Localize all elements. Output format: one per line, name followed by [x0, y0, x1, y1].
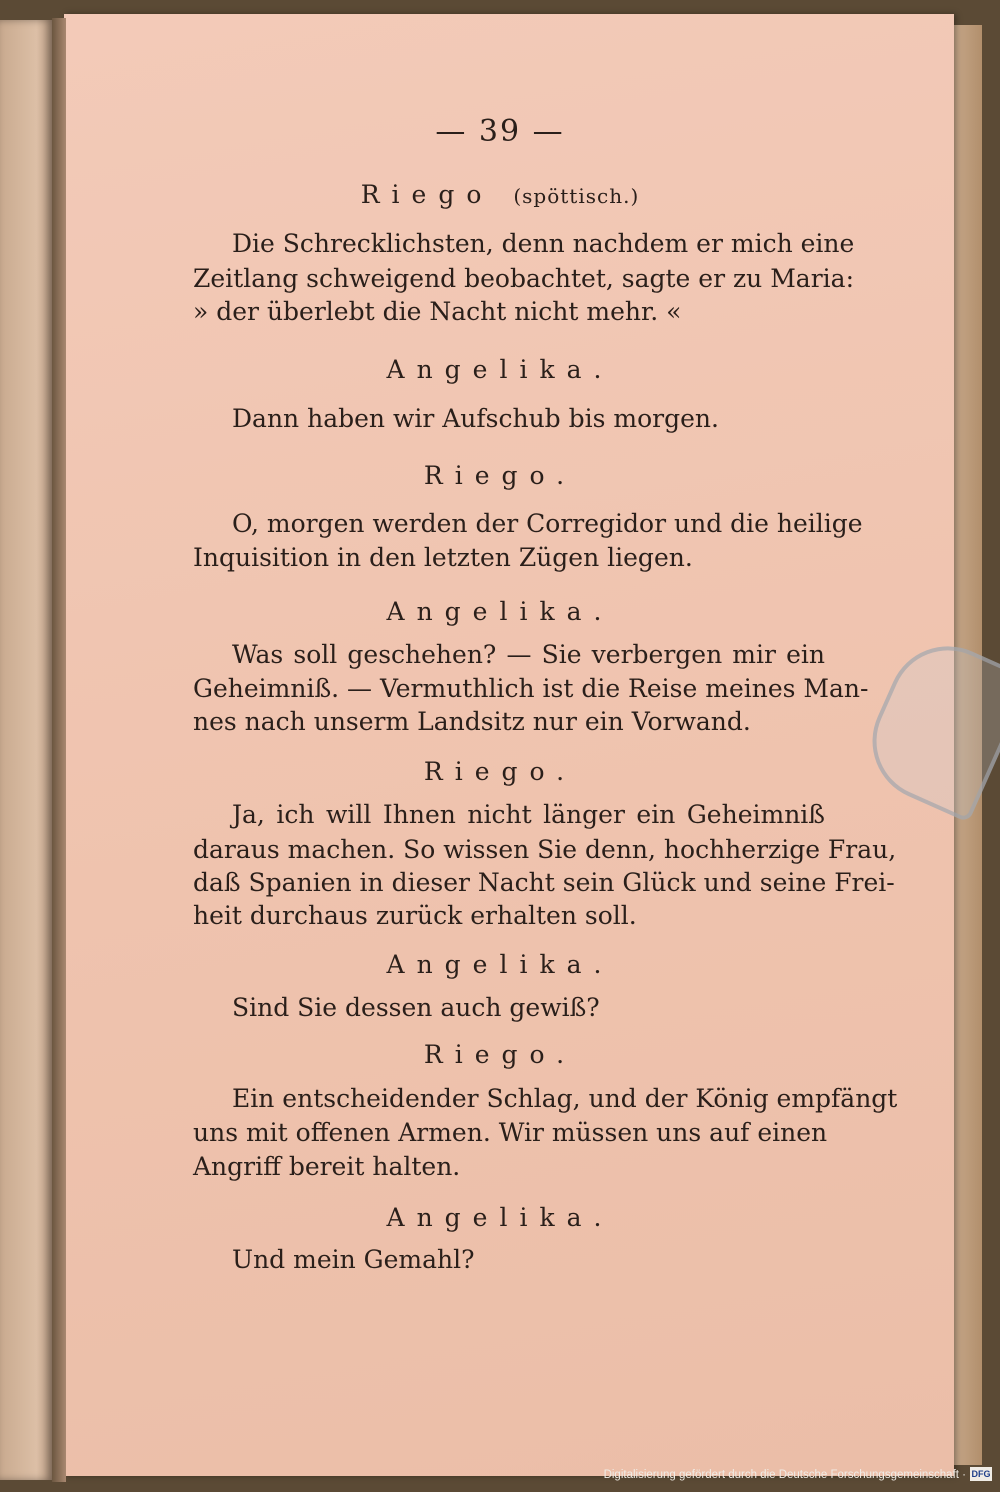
text-line: nes nach unserm Landsitz nur ein Vorwand. [193, 707, 751, 736]
speaker-name: Riego [360, 180, 494, 209]
speaker-angelika: Angelika. [386, 597, 614, 626]
text-line: daraus machen. So wissen Sie denn, hochherzige Frau, [193, 835, 897, 864]
text-line: heit durchaus zurück erhalten soll. [193, 901, 637, 930]
speaker-riego [0, 180, 1000, 209]
text-line: Ein entscheidender Schlag, und der König empfängt [232, 1084, 898, 1113]
text-line: Und mein Gemahl? [232, 1245, 475, 1274]
text-line: Ja, ich will Ihnen nicht länger ein Geheimniß [232, 800, 825, 829]
dfg-logo: DFG [971, 1469, 991, 1479]
text-line: daß Spanien in dieser Nacht sein Glück und seine Frei- [193, 868, 895, 897]
speaker-angelika: Angelika. [386, 950, 614, 979]
speaker-riego: Riego. [423, 461, 577, 490]
stage-direction: (spöttisch.) [513, 184, 640, 208]
page-gutter [52, 18, 66, 1482]
text-line: Zeitlang schweigend beobachtet, sagte er zu Maria: [193, 264, 854, 293]
speaker-riego: Riego. [423, 1040, 577, 1069]
text-line: Angriff bereit halten. [193, 1152, 461, 1181]
left-page-edge [0, 20, 52, 1480]
text-line: Dann haben wir Aufschub bis morgen. [232, 404, 719, 433]
page-number: — 39 — [435, 114, 565, 149]
text-line: Die Schrecklichsten, denn nachdem er mich eine [232, 229, 855, 258]
speaker-angelika: Angelika. [386, 355, 614, 384]
text-line: Inquisition in den letzten Zügen liegen. [193, 543, 693, 572]
speaker-riego: Riego. [423, 757, 577, 786]
text-line: Was soll geschehen? — Sie verbergen mir ein [232, 640, 825, 669]
text-line: uns mit offenen Armen. Wir müssen uns auf einen [193, 1118, 828, 1147]
digitization-credit: Digitalisierung gefördert durch die Deutsche Forschungsgemeinschaft · [603, 1469, 966, 1481]
text-line: Geheimniß. — Vermuthlich ist die Reise meines Man- [193, 674, 869, 703]
speaker-angelika: Angelika. [386, 1203, 614, 1232]
text-line: Sind Sie dessen auch gewiß? [232, 993, 600, 1022]
text-line: » der überlebt die Nacht nicht mehr. « [193, 297, 682, 326]
text-line: O, morgen werden der Corregidor und die heilige [232, 509, 863, 538]
